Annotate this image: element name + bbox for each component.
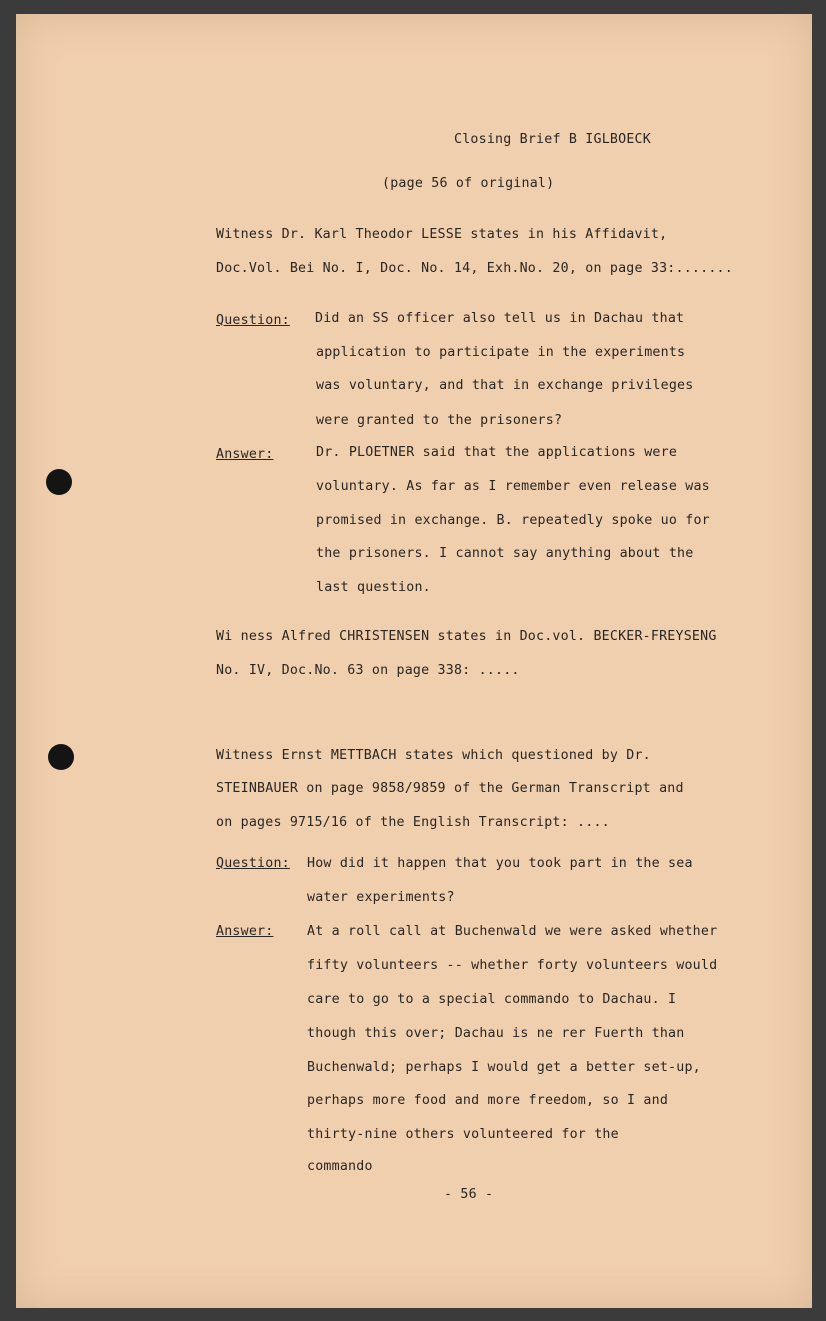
lesse-answer-line: voluntary. As far as I remember even release was	[316, 479, 710, 494]
mettbach-answer-line: fifty volunteers -- whether forty volunteers would	[307, 958, 718, 973]
christensen-line: No. IV, Doc.No. 63 on page 338: .....	[216, 663, 520, 678]
question-label: Question:	[216, 313, 290, 328]
lesse-question-line: Did an SS officer also tell us in Dachau that	[315, 311, 685, 326]
lesse-question-line: application to participate in the experiments	[316, 345, 686, 360]
document-page	[16, 14, 812, 1308]
lesse-answer-line: last question.	[316, 580, 431, 595]
binder-hole-bottom	[48, 744, 74, 770]
lesse-question-line: was voluntary, and that in exchange privileges	[316, 378, 694, 393]
lesse-intro-line: Witness Dr. Karl Theodor LESSE states in his Affidavit,	[216, 227, 668, 242]
mettbach-intro-line: on pages 9715/16 of the English Transcript: ....	[216, 815, 610, 830]
mettbach-answer-line: perhaps more food and more freedom, so I and	[307, 1093, 669, 1108]
mettbach-answer-line: At a roll call at Buchenwald we were asked whether	[307, 924, 718, 939]
page-reference: (page 56 of original)	[382, 176, 555, 191]
lesse-answer-line: promised in exchange. B. repeatedly spoke uo for	[316, 513, 710, 528]
mettbach-answer-line: though this over; Dachau is ne rer Fuerth than	[307, 1026, 685, 1041]
mettbach-question-line: water experiments?	[307, 890, 455, 905]
brief-title: Closing Brief B IGLBOECK	[454, 132, 651, 147]
lesse-answer-line: Dr. PLOETNER said that the applications were	[316, 445, 678, 460]
answer-label: Answer:	[216, 447, 274, 462]
lesse-answer-line: the prisoners. I cannot say anything about the	[316, 546, 694, 561]
question-label: Question:	[216, 856, 290, 871]
binder-hole-top	[46, 469, 72, 495]
lesse-intro-line: Doc.Vol. Bei No. I, Doc. No. 14, Exh.No. 20, on page 33:.......	[216, 261, 733, 276]
mettbach-answer-line: care to go to a special commando to Dachau. I	[307, 992, 677, 1007]
mettbach-answer-line: commando	[307, 1159, 373, 1174]
answer-label: Answer:	[216, 924, 274, 939]
mettbach-answer-line: thirty-nine others volunteered for the	[307, 1127, 619, 1142]
mettbach-question-line: How did it happen that you took part in the sea	[307, 856, 693, 871]
lesse-question-line: were granted to the prisoners?	[316, 413, 563, 428]
mettbach-answer-line: Buchenwald; perhaps I would get a better set-up,	[307, 1060, 701, 1075]
mettbach-intro-line: Witness Ernst METTBACH states which questioned by Dr.	[216, 748, 651, 763]
mettbach-intro-line: STEINBAUER on page 9858/9859 of the German Transcript and	[216, 781, 684, 796]
page-number: - 56 -	[444, 1187, 494, 1202]
christensen-line: Wi ness Alfred CHRISTENSEN states in Doc.vol. BECKER-FREYSENG	[216, 629, 717, 644]
